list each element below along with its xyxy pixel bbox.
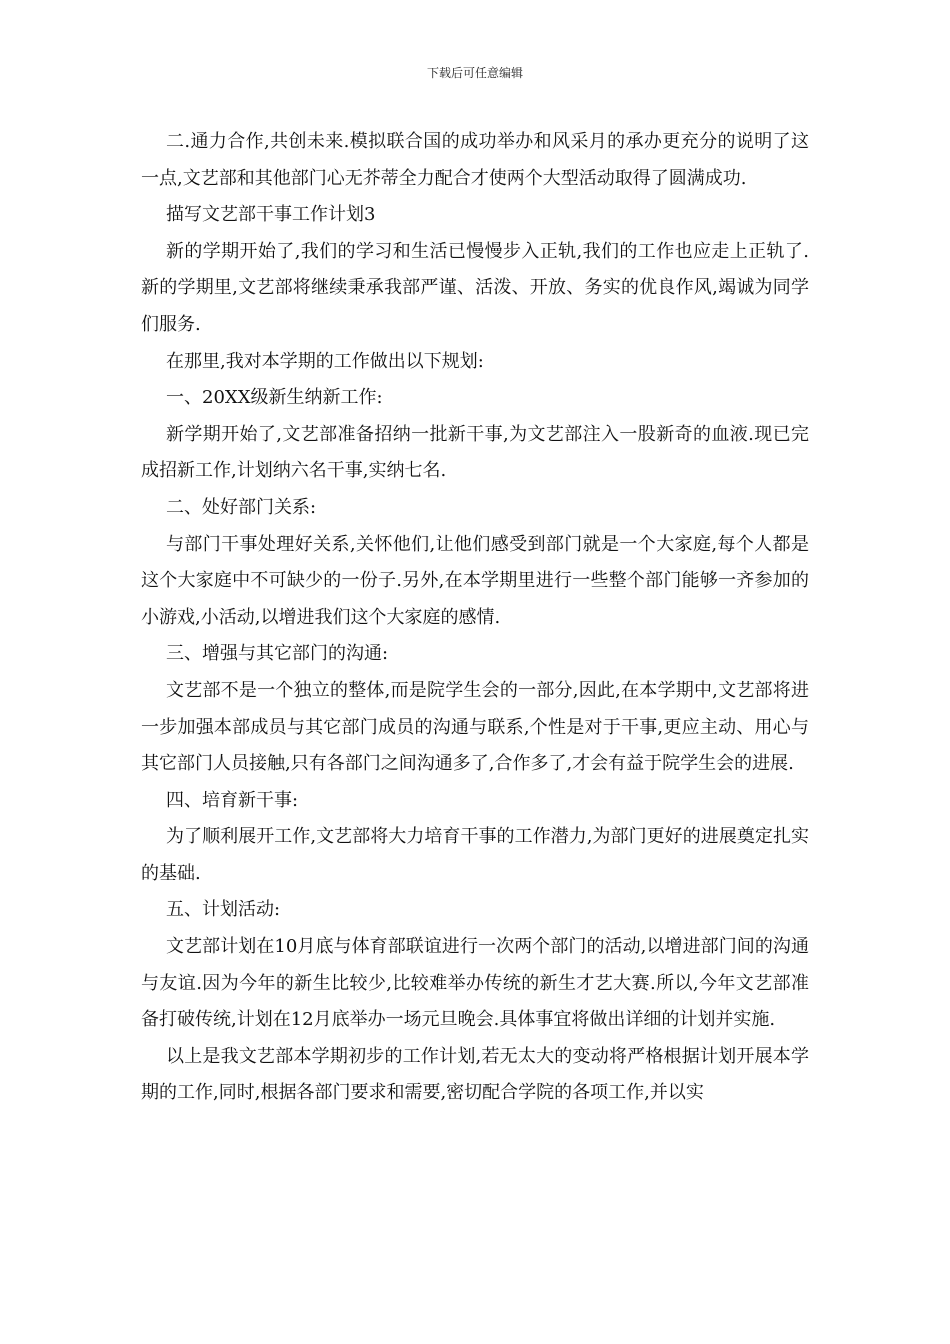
paragraph: 在那里,我对本学期的工作做出以下规划: (166, 350, 484, 372)
page-header: 下载后可任意编辑 (426, 66, 523, 80)
item-heading: 五、计划活动: (166, 899, 281, 921)
item-heading: 二、处好部门关系: (166, 496, 317, 518)
item-heading: 一、20XX级新生纳新工作: (166, 387, 383, 409)
section-title: 描写文艺部干事工作计划3 (166, 204, 376, 226)
paragraph: 以上是我文艺部本学期初步的工作计划,若无太大的变动将严格根据计划开展本学期的工作,同时,根据各部门要求和需要,密切配合学院的各项工作,并以实 (141, 1045, 809, 1104)
paragraph: 二.通力合作,共创未来.模拟联合国的成功举办和风采月的承办更充分的说明了这一点,文艺部和其他部门心无芥蒂全力配合才使两个大型活动取得了圆满成功. (141, 131, 809, 189)
paragraph: 为了顺利展开工作,文艺部将大力培育干事的工作潜力,为部门更好的进展奠定扎实的基础. (141, 826, 809, 884)
document-body (141, 124, 809, 1112)
paragraph: 文艺部不是一个独立的整体,而是院学生会的一部分,因此,在本学期中,文艺部将进一步加强本部成员与其它部门成员的沟通与联系,个性是对于干事,更应主动、用心与其它部门人员接触,只有各部门之间沟通多了,合作多了,才会有益于院学生会的进展. (141, 679, 809, 775)
paragraph: 新的学期开始了,我们的学习和生活已慢慢步入正轨,我们的工作也应走上正轨了.新的学期里,文艺部将继续秉承我部严谨、活泼、开放、务实的优良作风,竭诚为同学们服务. (141, 240, 809, 335)
paragraph: 与部门干事处理好关系,关怀他们,让他们感受到部门就是一个大家庭,每个人都是这个大家庭中不可缺少的一份子.另外,在本学期里进行一些整个部门能够一齐参加的小游戏,小活动,以增进我们这个大家庭的感情. (141, 533, 809, 628)
paragraph: 文艺部计划在10月底与体育部联谊进行一次两个部门的活动,以增进部门间的沟通与友谊.因为今年的新生比较少,比较难举办传统的新生才艺大赛.所以,今年文艺部准备打破传统,计划在12月底举办一场元旦晚会.具体事宜将做出详细的计划并实施. (141, 936, 809, 1031)
item-heading: 三、增强与其它部门的沟通: (166, 643, 389, 665)
item-heading: 四、培育新干事: (166, 789, 299, 811)
paragraph: 新学期开始了,文艺部准备招纳一批新干事,为文艺部注入一股新奇的血液.现已完成招新工作,计划纳六名干事,实纳七名. (141, 423, 809, 482)
